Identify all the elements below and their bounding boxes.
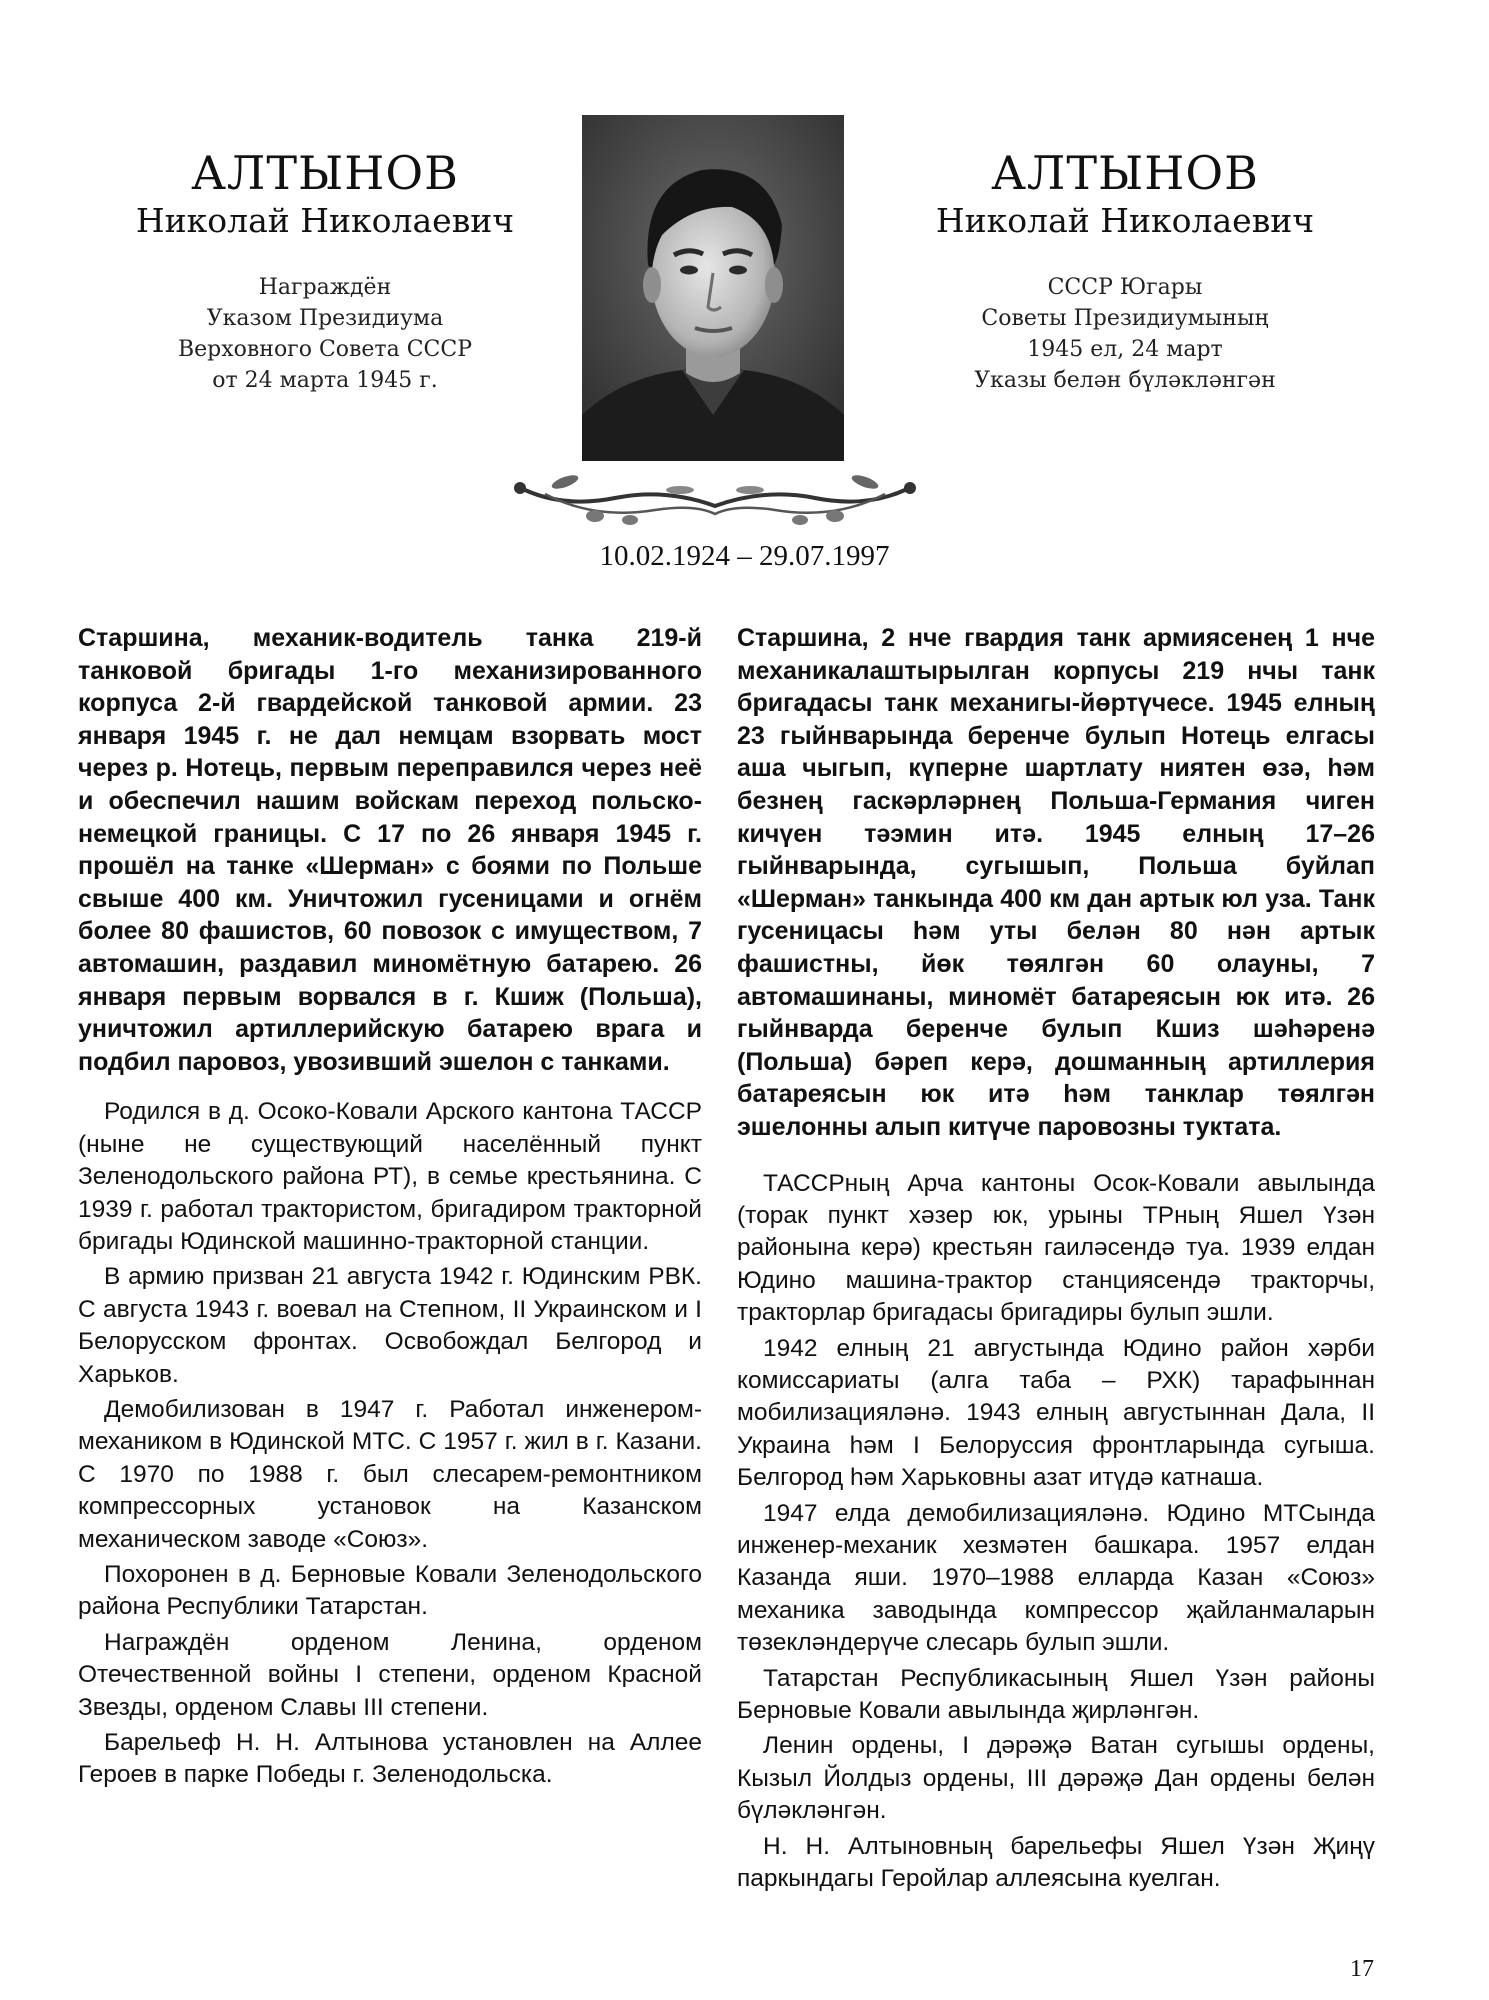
portrait-illustration — [582, 115, 844, 461]
award-line: Указы белән бүләкләнгән — [974, 368, 1276, 393]
life-dates: 10.02.1924 – 29.07.1997 — [599, 540, 890, 572]
bio-paragraph: В армию призван 21 августа 1942 г. Юдинским РВК. С августа 1943 г. воевал на Степном, II Украинском и I Белорусском фронтах. Освобождал Белгород и Харьков. — [78, 1263, 702, 1388]
russian-lead-paragraph: Старшина, механик-водитель танка 219-й танковой бригады 1-го механизированного корпуса 2-й гвардейской танковой армии. 23 января 1945 г. не дал немцам взорвать мост через р. Нотець, первым переправился через неё и обеспечил нашим войскам переход польско-немецкой границы. С 17 по 26 января 1945 г. прошёл на танке «Шерман» с боями по Польше свыше 400 км. Уничтожил гусеницами и огнём более 80 фашистов, 60 повозок с имуществом, 7 автомашин, раздавил миномётную батарею. 26 января первым ворвался в г. Кшиж (Польша), уничтожил артиллерийскую батарею врага и подбил паровоз, увозивший эшелон с танками. — [78, 624, 702, 1076]
surname-ru: АЛТЫНОВ — [191, 146, 459, 200]
bio-paragraph: Родился в д. Осоко-Ковали Арского кантона ТАССР (ныне не существующий населённый пункт Зеленодольского района РТ), в семье крестьянина. С 1939 г. работал трактористом, бригадиром тракторной бригады Юдинской машинно-тракторной станции. — [78, 1098, 702, 1255]
bio-paragraph: Татарстан Республикасының Яшел Үзән районы Берновые Ковали авылында җирләнгән. — [737, 1664, 1375, 1724]
bio-paragraph: 1942 елның 21 августында Юдино район хәрби комиссариаты (алга таба – РХК) тарафыннан мобилизацияләнә. 1943 елның августыннан Дала, II Украина һәм I Белоруссия фронтларында сугыша. Белгород һәм Харьковны азат итүдә катнаша. — [737, 1334, 1375, 1492]
surname-tt: АЛТЫНОВ — [991, 146, 1259, 200]
award-text-tt — [930, 272, 1320, 396]
tatar-column — [737, 622, 1375, 1898]
bio-paragraph: Похоронен в д. Берновые Ковали Зеленодольского района Республики Татарстан. — [78, 1561, 702, 1621]
bio-paragraph: Барельеф Н. Н. Алтынова установлен на Аллее Героев в парке Победы г. Зеленодольска. — [78, 1729, 702, 1789]
russian-column — [78, 622, 702, 1795]
award-line: Награждён — [258, 275, 392, 300]
tatar-lead-paragraph: Старшина, 2 нче гвардия танк армиясенең 1 нче механикалаштырылган корпусы 219 нчы танк бригадасы танк механигы-йөртүчесе. 1945 елның 23 гыйнварында беренче булып Нотець елгасы аша чыгып, күперне шартлату ниятен өзә, һәм безнең гаскәрләрнең Польша-Германия чиген кичүен тәэмин итә. 1945 елның 17–26 гыйнварында, сугышып, Польша буйлап «Шерман» танкында 400 км дан артык юл уза. Танк гусеницасы һәм уты белән 80 нән артык фашистны, йөк төялгән 60 олауны, 7 автомашинаны, миномёт батареясын юк итә. 26 гыйнварда беренче булып Кшиз шәһәренә (Польша) бәреп керә, дошманның артиллерия батареясын юк итә һәм танклар төялгән эшелонны алып китүче паровозны туктата. — [737, 624, 1375, 1141]
award-line: Советы Президиумының — [981, 306, 1269, 331]
award-line: от 24 марта 1945 г. — [212, 368, 438, 393]
full-name-ru: Николай Николаевич — [135, 201, 515, 240]
award-text-ru — [130, 272, 520, 396]
tatar-header — [930, 148, 1320, 396]
russian-header — [130, 148, 520, 396]
page-number: 17 — [1350, 1956, 1374, 1982]
bio-paragraph: 1947 елда демобилизацияләнә. Юдино МТСында инженер-механик хезмәтен башкара. 1957 елдан Казанда яши. 1970–1988 елларда Казан «Союз» механика заводында компрессор җайланмаларын төзекләндерүче слесарь булып эшли. — [737, 1499, 1375, 1657]
laurel-ornament — [505, 468, 925, 526]
award-line: Указом Президиума — [206, 306, 444, 331]
award-line: Верховного Совета СССР — [177, 337, 473, 362]
full-name-tt: Николай Николаевич — [935, 201, 1315, 240]
award-line: СССР Югары — [1047, 275, 1203, 300]
portrait-photo — [582, 115, 844, 461]
bio-paragraph: Ленин ордены, I дәрәҗә Ватан сугышы ордены, Кызыл Йолдыз ордены, III дәрәҗә Дан ордены белән бүләкләнгән. — [737, 1732, 1375, 1825]
bio-paragraph: Демобилизован в 1947 г. Работал инженером-механиком в Юдинской МТС. С 1957 г. жил в г. Казани. С 1970 по 1988 г. был слесарем-ремонтником компрессорных установок на Казанском механическом заводе «Союз». — [78, 1395, 702, 1553]
bio-paragraph: ТАССРның Арча кантоны Осок-Ковали авылында (торак пункт хәзер юк, урыны ТРның Яшел Үзән районына керә) крестьян гаиләсендә туа. 1939 елдан Юдино машина-трактор станциясендә тракторчы, тракторлар бригадасы бригадиры булып эшли. — [737, 1169, 1375, 1327]
award-line: 1945 ел, 24 март — [1027, 337, 1223, 362]
bio-paragraph: Награждён орденом Ленина, орденом Отечественной войны I степени, орденом Красной Звезды, орденом Славы III степени. — [78, 1628, 702, 1721]
bio-paragraph: Н. Н. Алтыновның барельефы Яшел Үзән Җиңү паркындагы Геройлар аллеясына куелган. — [737, 1832, 1375, 1893]
